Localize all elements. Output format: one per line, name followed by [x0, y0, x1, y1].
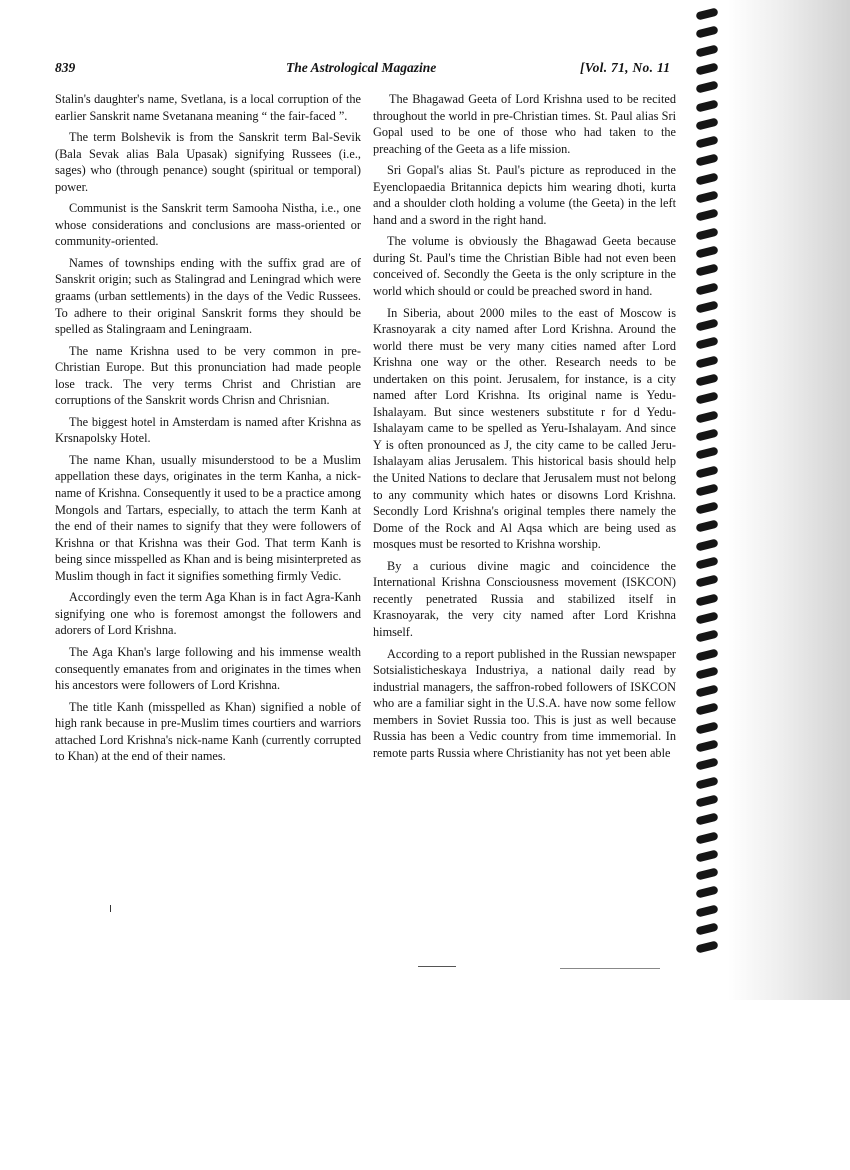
binding-coil — [695, 319, 718, 332]
paragraph: By a curious divine magic and coincidence the International Krishna Consciousness movement (ISKCON) recently penetrated Russia and stabilized itself in Krasnoyarak, the very city named after Lord Krishna himself. — [373, 558, 676, 639]
binding-coil — [695, 904, 718, 917]
binding-coil — [695, 611, 718, 624]
binding-coil — [695, 62, 718, 75]
binding-coil — [695, 392, 718, 405]
binding-coil — [695, 190, 718, 203]
paragraph: The name Krishna used to be very common in pre-Christian Europe. But this pronunciation had made people lose track. The very terms Christ and Christian are corruptions of the Sanskrit words Chrisn and Chrisnian. — [55, 343, 361, 408]
paragraph: Names of townships ending with the suffix grad are of Sanskrit origin; such as Stalingrad and Leningrad which were graams (urban settlements) in the days of the Vedic Russees. To adhere to their original Sanskrit forms they should be spelled as Stalingraam and Leningraam. — [55, 255, 361, 337]
paragraph: The name Khan, usually misunderstood to be a Muslim appellation these days, originates in the term Kanha, a nick-name of Krishna. Consequently it used to be a practice among Mongols and Tartars, especially, to attach the term Kanh at the end of their names to signify that they were followers of Krishna or that Krishna was their God. That term Kanh is being since misspelled as Khan and is being misinterpreted as Muslim though in fact it signifies something firmly Vedic. — [55, 452, 361, 583]
page-number: 839 — [55, 60, 76, 75]
binding-coil — [695, 300, 718, 313]
binding-coil — [695, 794, 718, 807]
binding-coil — [695, 136, 718, 149]
binding-coil — [695, 373, 718, 386]
left-column — [55, 91, 361, 770]
binding-coil — [695, 44, 718, 57]
paragraph: In Siberia, about 2000 miles to the east of Moscow is Krasnoyarak a city named after Lord Krishna. Around the world there must be very many cities named after Lord Krishna one way or the other. Research needs to be undertaken on this point. Jerusalem, for instance, is a city named after Lord Krishna. Its original name is Yedu-Ishalayam. But since westeners substitute r for d Yedu-Ishalayam came to be spelled as Yeru-Ishalayam. And since Y is often pronounced as J, the city came to be called Jeru-Ishalayam alias Jerusalem. This historical basis should help the United Nations to declare that Jerusalem must not belong to any community which hates or disowns Lord Krishna. Secondly Lord Krishna's original temples there namely the Dome of the Rock and Al Aqsa which are being used as mosques must be resorted to Krishna worship. — [373, 305, 676, 552]
paragraph: The biggest hotel in Amsterdam is named after Krishna as Krsnapolsky Hotel. — [55, 414, 361, 446]
binding-coil — [695, 282, 718, 295]
binding-coil — [695, 209, 718, 222]
binding-coil — [695, 483, 718, 496]
binding-coil — [695, 264, 718, 277]
binding-coil — [695, 502, 718, 515]
right-column — [373, 91, 676, 766]
binding-coil — [695, 666, 718, 679]
spiral-binding — [690, 10, 730, 970]
paragraph: Accordingly even the term Aga Khan is in fact Agra-Kanh signifying one who is foremost amongst the followers and adorers of Lord Krishna. — [55, 590, 361, 638]
binding-coil — [695, 556, 718, 569]
binding-coil — [695, 428, 718, 441]
paragraph: Stalin's daughter's name, Svetlana, is a local corruption of the earlier Sanskrit name Svetanana meaning “ the fair-faced ”. — [55, 92, 361, 123]
binding-coil — [695, 7, 718, 20]
binding-coil — [695, 941, 718, 954]
binding-coil — [695, 81, 718, 94]
binding-coil — [695, 227, 718, 240]
binding-coil — [695, 922, 718, 935]
binding-coil — [695, 776, 718, 789]
binding-coil — [695, 813, 718, 826]
paragraph: According to a report published in the Russian newspaper Sotsialisticheskaya Industriya, a national daily read by industrial managers, the saffron-robed followers of ISKCON who are a familiar sight in the U.S.A. have now some fellow members in Soviet Russia too. This is just as well because Russia has been a Vedic country from time immemorial. In remote parts Russia where Christianity has not yet been able — [373, 646, 676, 760]
binding-coil — [695, 337, 718, 350]
scan-mark — [560, 968, 660, 969]
binding-coil — [695, 648, 718, 661]
magazine-title: The Astrological Magazine — [286, 60, 437, 75]
binding-coil — [695, 447, 718, 460]
paragraph: The Aga Khan's large following and his immense wealth consequently emanates from and originates in the times when his ancestors were followers of Lord Krishna. — [55, 644, 361, 693]
paragraph: The title Kanh (misspelled as Khan) signified a noble of high rank because in pre-Muslim times courtiers and warriors attached Lord Krishna's nick-name Kanh (currently corrupted to Khan) at the end of their names. — [55, 699, 361, 764]
volume-issue: [Vol. 71, No. 11 — [580, 60, 671, 75]
binding-coil — [695, 154, 718, 167]
paragraph: Communist is the Sanskrit term Samooha Nistha, i.e., one whose considerations and conclusions are mass-oriented or community-oriented. — [55, 201, 361, 249]
scan-mark — [110, 905, 111, 912]
binding-coil — [695, 355, 718, 368]
binding-coil — [695, 593, 718, 606]
binding-coil — [695, 758, 718, 771]
binding-coil — [695, 739, 718, 752]
binding-coil — [695, 410, 718, 423]
binding-coil — [695, 26, 718, 39]
binding-coil — [695, 630, 718, 643]
page-edge-shadow — [728, 0, 850, 1000]
binding-coil — [695, 99, 718, 112]
binding-coil — [695, 703, 718, 716]
binding-coil — [695, 721, 718, 734]
binding-coil — [695, 520, 718, 533]
binding-coil — [695, 868, 718, 881]
paragraph: The volume is obviously the Bhagawad Geeta because during St. Paul's time the Christian Bible had not even been conceived of. Secondly the Geeta is the only scripture in the world which should or could be preached sword in hand. — [373, 234, 676, 299]
binding-coil — [695, 172, 718, 185]
binding-coil — [695, 886, 718, 899]
binding-coil — [695, 575, 718, 588]
binding-coil — [695, 465, 718, 478]
paragraph: Sri Gopal's alias St. Paul's picture as reproduced in the Eyenclopaedia Britannica depicts him wearing dhoti, kurta and a shoulder cloth holding a volume (the Geeta) in the left hand and a sword in the right hand. — [373, 163, 676, 227]
binding-coil — [695, 538, 718, 551]
paragraph: The Bhagawad Geeta of Lord Krishna used to be recited throughout the world in pre-Christian times. St. Paul alias Sri Gopal used to be one of those who had taken to the preaching of the Geeta as a life mission. — [373, 92, 676, 156]
binding-coil — [695, 245, 718, 258]
binding-coil — [695, 685, 718, 698]
binding-coil — [695, 117, 718, 130]
binding-coil — [695, 831, 718, 844]
scan-mark — [418, 966, 456, 967]
paragraph: The term Bolshevik is from the Sanskrit term Bal-Sevik (Bala Sevak alias Bala Upasak) signifying Russees (i.e., sages) who (through penance) sought (spiritual or temporal) power. — [55, 130, 361, 194]
binding-coil — [695, 849, 718, 862]
